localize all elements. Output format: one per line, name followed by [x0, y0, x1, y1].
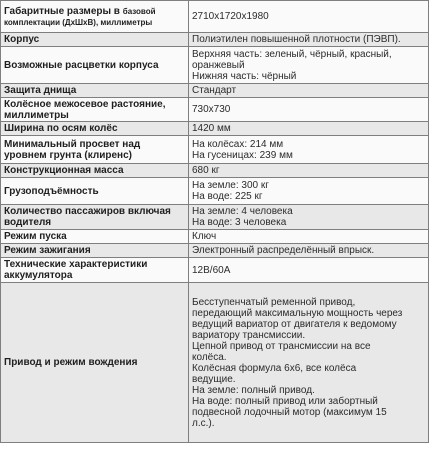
- value-line: оранжевый: [192, 59, 245, 71]
- row-label: Возможные расцветки корпуса: [1, 47, 189, 84]
- value-line: Верхняя часть: зеленый, чёрный, красный,: [192, 48, 392, 60]
- value-line: л.с.).: [192, 417, 215, 429]
- row-value: [189, 98, 429, 122]
- value-line: ведущие.: [192, 373, 236, 385]
- table-row: [1, 84, 429, 98]
- row-value: [189, 178, 429, 205]
- value-line: На земле: 300 кг: [192, 180, 269, 191]
- row-label: Колёсное межосевое растояние, миллиметры: [1, 98, 189, 122]
- value-line: ведущий вариатор от двигателя к ведомому: [192, 318, 397, 330]
- row-value: [189, 283, 429, 443]
- row-label: Режим зажигания: [1, 244, 189, 258]
- row-label-suffix: базовой комплектации (ДхШхВ), миллиметры: [4, 6, 156, 27]
- value-line: Полиэтилен повышенной плотности (ПЭВП).: [192, 34, 401, 45]
- row-value: [189, 33, 429, 47]
- value-line: Стандарт: [192, 85, 237, 96]
- row-label: Грузоподъёмность: [1, 178, 189, 205]
- table-row: [1, 33, 429, 47]
- value-line: Электронный распределённый впрыск.: [192, 245, 375, 256]
- table-row: [1, 47, 429, 84]
- row-label: Защита днища: [1, 84, 189, 98]
- row-value: [189, 136, 429, 164]
- value-line: передающий максимальную мощность через: [192, 307, 403, 319]
- value-line: На воде: 3 человека: [192, 217, 287, 228]
- row-value: [189, 47, 429, 84]
- row-label: Режим пуска: [1, 230, 189, 244]
- row-label: [1, 1, 189, 33]
- table-row: [1, 258, 429, 283]
- row-value: [189, 244, 429, 258]
- table-row: [1, 164, 429, 178]
- row-value: [189, 84, 429, 98]
- value-line: подвесной лодочный мотор (максимум 15: [192, 406, 387, 418]
- row-label: Конструкционная масса: [1, 164, 189, 178]
- value-line: 2710x1720x1980: [192, 11, 269, 22]
- table-row: [1, 244, 429, 258]
- value-line: На колёсах: 214 мм: [192, 138, 284, 150]
- value-line: вариатору трансмиссии.: [192, 329, 306, 341]
- row-label: Ширина по осям колёс: [1, 122, 189, 136]
- value-line: На воде: 225 кг: [192, 191, 263, 202]
- row-value: [189, 258, 429, 283]
- row-value: [189, 122, 429, 136]
- value-line: На земле: 4 человека: [192, 206, 293, 217]
- row-label: Привод и режим вождения: [1, 283, 189, 443]
- table-row: [1, 230, 429, 244]
- row-label: Количество пассажиров включая водителя: [1, 205, 189, 230]
- row-label-main: Габаритные размеры в: [4, 5, 120, 17]
- value-line: Цепной привод от трансмиссии на все: [192, 340, 371, 352]
- table-row: [1, 1, 429, 33]
- value-line: 12В/60А: [192, 264, 231, 276]
- value-line: На воде: полный привод или забортный: [192, 395, 378, 407]
- value-line: Ключ: [192, 231, 217, 242]
- value-line: На гусеницах: 239 мм: [192, 149, 293, 161]
- row-value: [189, 1, 429, 33]
- table-row: [1, 283, 429, 443]
- row-label: Технические характеристики аккумулятора: [1, 258, 189, 283]
- value-line: Колёсная формула 6х6, все колёса: [192, 362, 357, 374]
- value-line: 730x730: [192, 104, 231, 115]
- table-row: [1, 98, 429, 122]
- row-value: [189, 164, 429, 178]
- value-line: колёса.: [192, 351, 227, 363]
- table-row: [1, 205, 429, 230]
- row-label: Минимальный просвет над уровнем грунта (клиренс): [1, 136, 189, 164]
- table-row: [1, 136, 429, 164]
- table-row: [1, 178, 429, 205]
- value-line: 1420 мм: [192, 123, 231, 134]
- value-line: 680 кг: [192, 165, 220, 176]
- row-value: [189, 230, 429, 244]
- row-value: [189, 205, 429, 230]
- value-line: Нижняя часть: чёрный: [192, 70, 297, 82]
- table-row: [1, 122, 429, 136]
- row-label: Корпус: [1, 33, 189, 47]
- value-line: Бесступенчатый ременной привод,: [192, 296, 356, 308]
- value-line: На земле: полный привод.: [192, 384, 315, 396]
